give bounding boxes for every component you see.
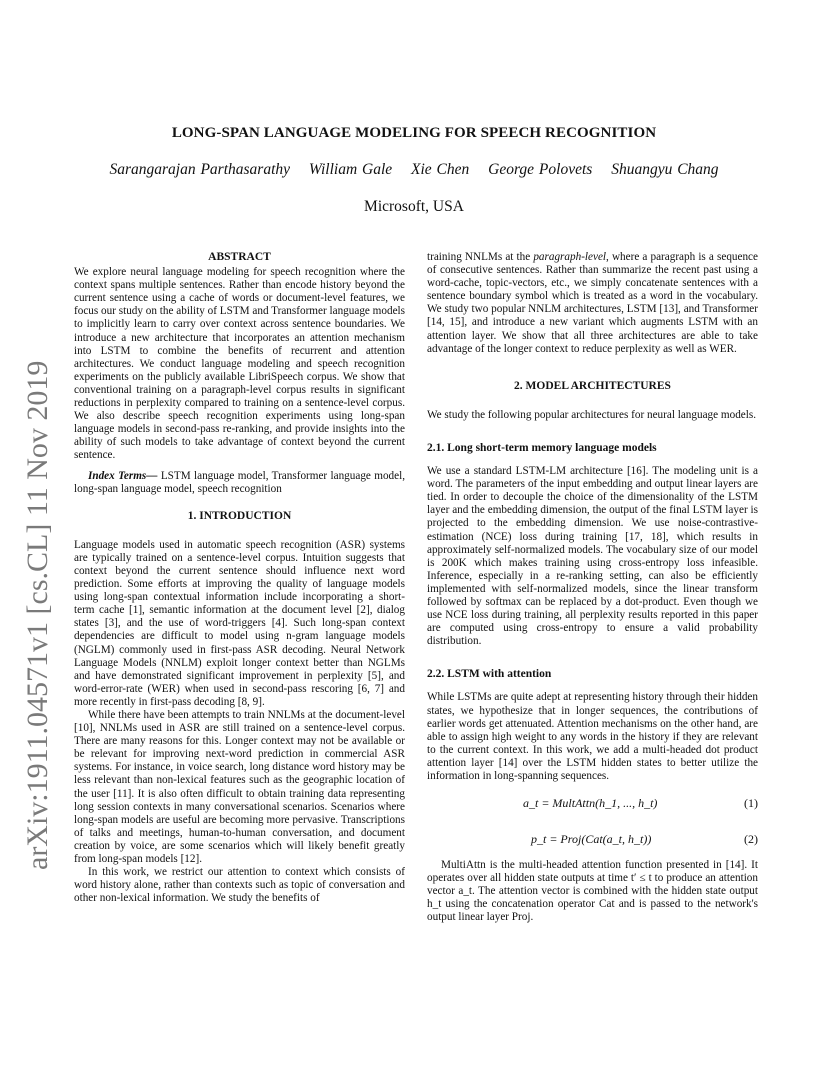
models-heading: 2. MODEL ARCHITECTURES bbox=[514, 379, 671, 392]
index-terms-text: LSTM language model, Transformer language model, long-span language model, speech recognition bbox=[74, 469, 405, 495]
equation-2-number: (2) bbox=[744, 832, 758, 847]
author-name: Sarangarajan Parthasarathy bbox=[109, 161, 291, 178]
equation-1-number: (1) bbox=[744, 796, 758, 811]
section-2-1-text: We use a standard LSTM-LM architecture [16]. The modeling unit is a word. The parameters of the input embedding and output linear layers are tied. In order to decouple the choice of the dimensionality of the LSTM layer and the embedding dimension, the output of the final LSTM layer is projected to the embedding dimension. We use noise-contrastive-estimation (NCE) loss during training [17, 18], which results in approximately self-normalized models. The vocabulary size of our model is 200K which makes training using cross-entropy loss infeasible. Inference, especially in a re-ranking setting, can also be efficiently implemented with self-normalized models, since the linear transform followed by softmax can be replaced by a dot-product. Even though we use NCE loss during training, all perplexity results reported in this paper are computed using cross-entropy to ensure a valid probability distribution. bbox=[427, 465, 758, 648]
author-list bbox=[0, 161, 828, 179]
abstract-text: We explore neural language modeling for speech recognition where the context spans multiple sentences. Rather than encode history beyond the current sentence using a cache of words or document-level features, we focus our study on the ability of LSTM and Transformer language models to implicitly learn to carry over context across sentence boundaries. We introduce a new architecture that incorporates an attention mechanism into LSTM to combine the benefits of recurrent and attention architectures. We conduct language modeling and speech recognition experiments on the publicly available LibriSpeech corpus. We show that conventional training on a paragraph-level corpus results in significant reductions in perplexity compared to training on a sentence-level corpus. We also describe speech recognition experiments using long-span language models in second-pass re-ranking, and provide insights into the ability of such models to take advantage of context beyond the current sentence. bbox=[74, 266, 405, 462]
intro-paragraph-1: Language models used in automatic speech recognition (ASR) systems are typically trained on a sentence-level corpus. Intuition suggests that context beyond the current sentence should influence next word prediction. Some efforts at improving the quality of language models using long-span contextual information include incorporating a short-term cache [1], semantic information at the document level [2], dialog states [3], and the use of word-triggers [4]. Such long-span context dependencies are difficult to model using n-gram language models (NGLM) commonly used in first-pass ASR decoding. Neural Network Language Models (NNLM) exploit longer context better than NGLMs and have demonstrated significant improvement in perplexity [5], and word-error-rate (WER) when used in second-pass rescoring [6, 7] and more recently in first-pass decoding [8, 9]. bbox=[74, 538, 405, 708]
affiliation: Microsoft, USA bbox=[364, 198, 464, 215]
section-2-2-text: While LSTMs are quite adept at representing history through their hidden states, we hypothesize that in longer sequences, the contributions of earlier words get attenuated. Attention mechanisms on the other hand, are able to assign high weight to any words in the history if they are relevant to the current context. In this work, we add a multi-headed dot product attention layer [14] over the LSTM hidden states to better utilize the information in long-spanning sequences. bbox=[427, 691, 758, 782]
author-name: Shuangyu Chang bbox=[611, 161, 719, 178]
left-column bbox=[74, 251, 405, 905]
author-name: William Gale bbox=[308, 161, 393, 178]
index-terms bbox=[74, 470, 405, 496]
intro-continued: training NNLMs at the paragraph-level, where a paragraph is a sequence of consecutive sentences. Rather than summarize the recent past using a word-cache, topic-vectors, etc., we simply concatenate sentences with a sentence boundary symbol which is treated as a word in the vocabulary. We study two popular NNLM architectures, LSTM [13], and Transformer [14, 15], and introduce a new variant which augments LSTM with an attention layer. We show that all three architectures are able to take advantage of the longer context to reduce perplexity as well as WER. bbox=[427, 251, 758, 355]
equation-explanation: MultiAttn is the multi-headed attention function presented in [14]. It operates over all hidden state outputs at time t′ ≤ t to produce an attention vector a_t. The attention vector is combined with the hidden state output h_t using the concatenation operator Cat and is passed to the network's output linear layer Proj. bbox=[427, 859, 758, 924]
section-2-2-heading: 2.2. LSTM with attention bbox=[427, 668, 552, 681]
equation-2 bbox=[427, 829, 758, 855]
paper-title: LONG-SPAN LANGUAGE MODELING FOR SPEECH RECOGNITION bbox=[171, 125, 657, 141]
equation-1 bbox=[427, 793, 758, 819]
author-name: Xie Chen bbox=[411, 161, 470, 178]
intro-paragraph-3: In this work, we restrict our attention to context which consists of word history alone, rather than contexts such as topic of conversation and other non-lexical information. We study the benefits of bbox=[74, 866, 405, 905]
intro-heading: 1. INTRODUCTION bbox=[187, 509, 292, 522]
section-2-1-heading: 2.1. Long short-term memory language models bbox=[427, 441, 657, 454]
author-name: George Polovets bbox=[488, 161, 593, 178]
arxiv-identifier: arXiv:1911.04571v1 [cs.CL] 11 Nov 2019 bbox=[21, 360, 54, 870]
abstract-heading: ABSTRACT bbox=[208, 251, 271, 263]
equation-1-body: a_t = MultAttn(h_1, ..., h_t) bbox=[523, 796, 658, 811]
intro-paragraph-2: While there have been attempts to train NNLMs at the document-level [10], NNLMs used in ASR are still trained on a sentence-level corpus. There are many reasons for this. Longer context may not be available or be relevant for improving next-word prediction in commercial ASR systems. For instance, in voice search, long distance word history may be less relevant than non-lexical features such as the geographic location of the user [11]. It is also often difficult to obtain training data representing long session contexts in many conversational scenarios. Scenarios where long-span models are useful are becoming more pervasive. Transcriptions of talks and meetings, human-to-human conversation, and document creation by voice, are some scenarios which will likely benefit greatly from long-span models [12]. bbox=[74, 709, 405, 866]
emphasis-paragraph-level: paragraph-level bbox=[533, 251, 607, 263]
models-intro: We study the following popular architectures for neural language models. bbox=[427, 408, 757, 421]
right-column bbox=[427, 251, 758, 925]
equation-2-body: p_t = Proj(Cat(a_t, h_t)) bbox=[531, 832, 652, 847]
index-terms-label: Index Terms— bbox=[88, 469, 158, 482]
